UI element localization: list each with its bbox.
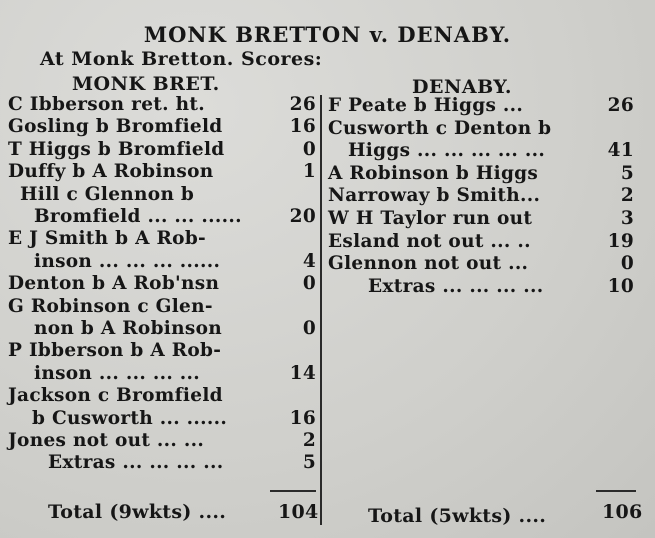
- batting-line-score: 0: [620, 253, 634, 275]
- batting-line-text: Jones not out ... ...: [8, 430, 205, 451]
- batting-line: [8, 115, 316, 138]
- batting-line-score: 41: [607, 140, 634, 162]
- batting-line: [8, 451, 316, 474]
- batting-line-score: 10: [607, 275, 634, 297]
- batting-line-text: Denton b A Rob'nsn: [8, 273, 220, 295]
- match-title: MONK BRETTON v. DENABY.: [143, 22, 512, 47]
- column-divider: [320, 95, 322, 525]
- batting-line-text: G Robinson c Glen-: [8, 295, 213, 317]
- batting-line-score: 26: [607, 95, 634, 116]
- batting-line: [8, 362, 316, 385]
- batting-line-score: 2: [302, 430, 316, 451]
- batting-line-score: 2: [620, 185, 634, 207]
- batting-line: [328, 207, 634, 230]
- batting-line-score: 20: [289, 206, 316, 227]
- batting-line-text: Narroway b Smith...: [328, 185, 541, 207]
- batting-line: [328, 275, 634, 298]
- batting-line: [8, 250, 316, 273]
- batting-line-text: Duffy b A Robinson: [8, 161, 214, 183]
- batting-line: [8, 227, 316, 250]
- batting-line-text: C Ibberson ret. ht.: [8, 94, 205, 115]
- batting-line-text: Jackson c Bromfield: [8, 385, 223, 407]
- batting-line: [8, 317, 316, 340]
- batting-line: [328, 162, 634, 185]
- batting-line-text: Extras ... ... ... ...: [48, 452, 224, 474]
- denaby-total-label: Total (5wkts) ....: [368, 505, 547, 527]
- batting-line-text: P Ibberson b A Rob-: [8, 340, 222, 362]
- batting-line-score: 4: [302, 250, 316, 272]
- batting-line-text: E J Smith b A Rob-: [8, 228, 207, 250]
- denaby-heading: DENABY.: [412, 76, 513, 98]
- batting-line-text: b Cusworth ... ......: [32, 407, 228, 429]
- batting-line: [8, 339, 316, 362]
- batting-line: [8, 384, 316, 407]
- batting-line-text: Higgs ... ... ... ... ...: [348, 140, 546, 162]
- batting-line-score: 26: [289, 94, 316, 115]
- total-rule-right: [596, 490, 636, 492]
- batting-line: [8, 138, 316, 161]
- batting-line: [8, 407, 316, 430]
- match-subtitle: At Monk Bretton. Scores:: [40, 48, 323, 70]
- batting-line: [8, 183, 316, 206]
- batting-line-text: non b A Robinson: [34, 318, 222, 339]
- batting-line: [328, 117, 634, 140]
- batting-line: [8, 160, 316, 183]
- batting-line-text: T Higgs b Bromfield: [8, 138, 225, 160]
- batting-line-score: 0: [302, 138, 316, 160]
- batting-line: [8, 429, 316, 452]
- batting-line-text: Bromfield ... ... ......: [34, 206, 242, 227]
- batting-line-score: 3: [620, 208, 634, 229]
- batting-line: [8, 272, 316, 295]
- batting-line: [328, 184, 634, 207]
- batting-line: [8, 93, 316, 116]
- batting-line: [328, 230, 634, 253]
- monk-bretton-heading: MONK BRET.: [72, 73, 220, 95]
- monk-bretton-total-value: 104: [278, 501, 319, 523]
- batting-line-text: F Peate b Higgs ...: [328, 95, 524, 116]
- batting-line: [328, 94, 634, 117]
- batting-line-score: 14: [289, 362, 316, 384]
- batting-line-score: 0: [302, 273, 316, 295]
- batting-line-score: 16: [289, 407, 316, 429]
- batting-line-score: 0: [302, 318, 316, 339]
- monk-bretton-total-label: Total (9wkts) ....: [48, 501, 227, 523]
- denaby-total-value: 106: [602, 501, 643, 523]
- batting-line-text: A Robinson b Higgs: [328, 162, 539, 184]
- batting-line: [328, 139, 634, 162]
- batting-line-text: inson ... ... ... ...: [34, 362, 201, 384]
- batting-line-text: Glennon not out ...: [328, 253, 529, 275]
- batting-line-text: Extras ... ... ... ...: [368, 275, 544, 297]
- total-rule-left: [270, 490, 316, 492]
- batting-line-text: Esland not out ... ..: [328, 230, 531, 252]
- batting-line-text: inson ... ... ... ......: [34, 250, 221, 272]
- batting-line-score: 5: [620, 162, 634, 184]
- batting-line-text: Cusworth c Denton b: [328, 117, 552, 139]
- batting-line-score: 16: [289, 116, 316, 138]
- batting-line: [8, 205, 316, 228]
- batting-line-score: 19: [607, 230, 634, 252]
- batting-line-score: 1: [302, 161, 316, 183]
- batting-line: [8, 295, 316, 318]
- batting-line-score: 5: [302, 452, 316, 474]
- batting-line-text: W H Taylor run out: [328, 208, 533, 229]
- batting-line-text: Gosling b Bromfield: [8, 116, 223, 138]
- batting-line-text: Hill c Glennon b: [20, 183, 195, 205]
- batting-line: [328, 252, 634, 275]
